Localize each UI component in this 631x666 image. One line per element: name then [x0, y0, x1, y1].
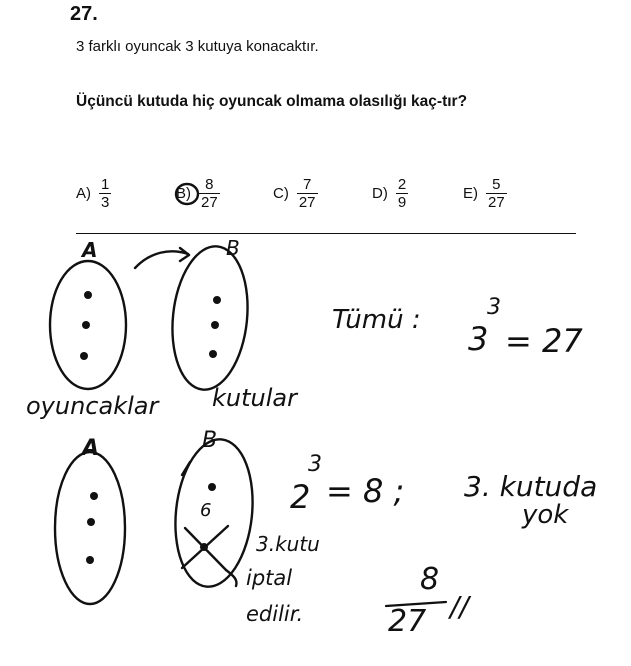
digit-six: 6 [200, 500, 212, 521]
option-c-label: C) [273, 184, 289, 202]
cancel-note-line3: edilir. [246, 602, 304, 626]
option-d-label: D) [372, 184, 388, 202]
mapping-arrow-head [180, 248, 189, 261]
set-b-label: B [226, 236, 240, 260]
answer-denominator: 27 [388, 604, 427, 639]
set-a-caption: oyuncaklar [26, 392, 159, 420]
option-e-numerator: 5 [492, 175, 501, 193]
set-a2-ellipse [55, 452, 125, 604]
total-label: Tümü : [332, 305, 421, 335]
favor-result: = 8 ; [326, 472, 405, 510]
option-b-numerator: 8 [205, 175, 214, 193]
option-d-denominator: 9 [397, 193, 407, 211]
favor-exponent: 3 [308, 452, 322, 477]
favor-note-line2: yok [522, 500, 569, 530]
set-b-ellipse [166, 243, 255, 394]
answer-numerator: 8 [420, 562, 440, 597]
set-a2-label: A [82, 436, 100, 461]
question-number: 27. [70, 3, 98, 25]
question-stem: 3 farklı oyuncak 3 kutuya konacaktır. [76, 38, 319, 55]
set-a-label: A [82, 238, 98, 262]
total-result: = 27 [505, 322, 583, 360]
option-b-label: B) [176, 184, 191, 202]
set-b-caption: kutular [212, 384, 297, 412]
option-e-denominator: 27 [488, 193, 505, 211]
option-e-label: E) [463, 184, 478, 202]
option-a-numerator: 1 [101, 175, 110, 193]
question-ask: Üçüncü kutuda hiç oyuncak olmama olasılığı kaç-tır? [76, 93, 468, 110]
total-base: 3 [468, 320, 489, 358]
answer-final-mark: // [450, 590, 469, 623]
answer-circle-mark [176, 184, 198, 204]
cancel-note-line2: iptal [246, 566, 293, 590]
total-exponent: 3 [487, 295, 501, 320]
option-c-denominator: 27 [298, 193, 316, 211]
element-dots [80, 291, 221, 564]
option-a-label: A) [76, 184, 91, 202]
set-b2-label: B [202, 428, 218, 453]
option-b-denominator: 27 [201, 193, 218, 211]
cancel-note-line1: 3.kutu [256, 532, 320, 556]
option-a-denominator: 3 [101, 193, 110, 211]
favor-note-line1: 3. kutuda [464, 470, 598, 503]
option-d-numerator: 2 [397, 175, 407, 193]
favor-base: 2 [290, 478, 311, 516]
option-c-numerator: 7 [303, 175, 312, 193]
